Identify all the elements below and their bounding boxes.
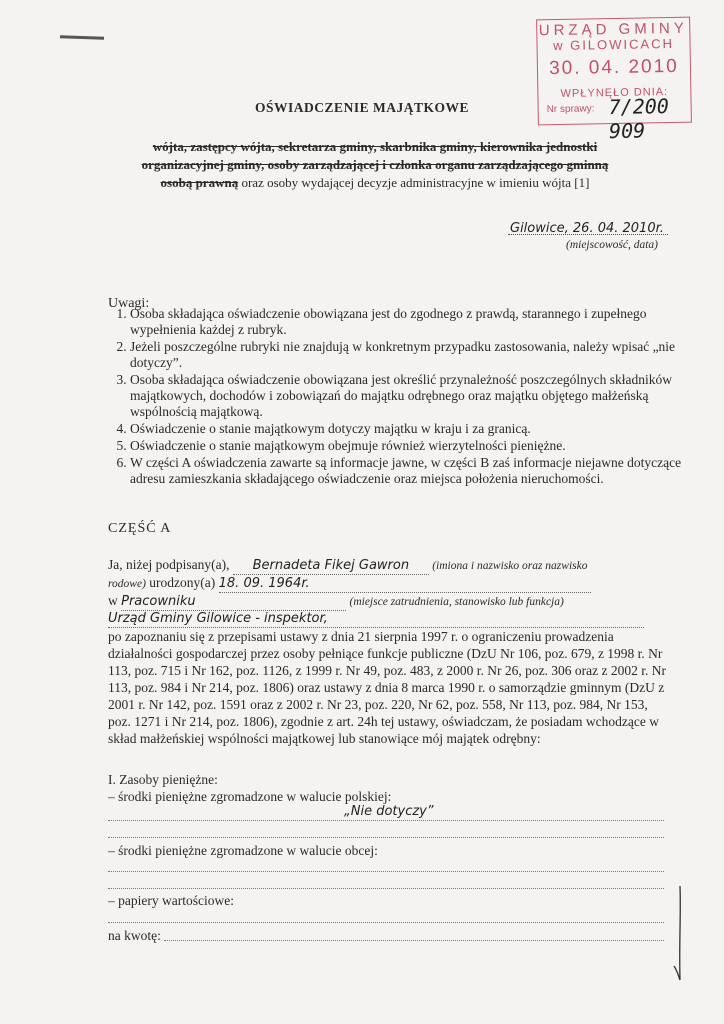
place-date-line <box>508 234 668 235</box>
signer-hint: (imiona i nazwisko oraz nazwisko <box>432 560 588 572</box>
pln-label: – środki pieniężne zgromadzone w walucie polskiej: <box>108 789 392 804</box>
position-line <box>108 609 668 628</box>
note-item: 2. Jeżeli poszczególne rubryki nie znajdują w konkretnym przypadku zastosowania, należy wpisać „nie dotyczy”. <box>130 339 690 371</box>
dotted-line <box>108 888 664 889</box>
signer-prefix: Ja, niżej podpisany(a), <box>108 557 230 572</box>
note-item: 1. Osoba składająca oświadczenie obowiązana jest do zgodnego z prawdą, starannego i zupełnego wypełnienia każdej z rubryk. <box>130 306 690 338</box>
signer-line <box>108 556 668 575</box>
w-label: w <box>108 593 118 608</box>
place-date-label: (miejscowość, data) <box>566 239 658 251</box>
pen-mark <box>60 35 104 40</box>
notes-list <box>108 306 690 488</box>
legal-text: po zapoznaniu się z przepisami ustawy z dnia 21 sierpnia 1997 r. o ograniczeniu prowadzenia działalności gospodarczej przez osoby pełniące funkcje publiczne (DzU Nr 106, poz. 679, z 1998 r. Nr 113, poz. 715 i Nr 162, poz. 1126, z 1999 r. Nr 49, poz. 483, z 2000 r. Nr 26, poz. 306 oraz z 2002 r. Nr 113, poz. 984 i Nr 214, poz. 1806) oraz ustawy z dnia 8 marca 1990 r. o samorządzie gminnym (DzU z 2001 r. Nr 142, poz. 1591 oraz z 2002 r. Nr 23, poz. 220, Nr 62, poz. 558, Nr 113, poz. 984, Nr 153, poz. 1271 i Nr 214, poz. 1806), zgodnie z art. 24h tej ustawy, oświadczam, że posiadam wchodzące w skład małżeńskiej wspólności majątkowej lub stanowiące mój majątek odrębny: <box>108 629 667 746</box>
note-item: 6. W części A oświadczenia zawarte są informacje jawne, w części B zaś informacje niejawne dotyczące adresu zamieszkania składającego oświadczenie oraz miejsca położenia nieruchomości. <box>130 455 690 487</box>
stamp-case-number: 7/200 909 <box>608 94 670 144</box>
place-date-value: Gilowice, 26. 04. 2010r. <box>510 221 664 236</box>
note-item: 3. Osoba składająca oświadczenie obowiązana jest określić przynależność poszczególnych składników majątkowych, dochodów i zobowiązań do majątku odrębnego oraz majątku objętego małżeńską wspólnością majątkową. <box>130 372 690 420</box>
margin-pen-stroke <box>672 884 686 984</box>
foreign-label: – środki pieniężne zgromadzone w walucie obcej: <box>108 843 378 858</box>
workplace-value: Pracowniku <box>121 593 346 611</box>
birth-hint: rodowe) <box>108 578 146 590</box>
stamp-received: WPŁYNĘŁO DNIA: <box>560 86 669 100</box>
resources-heading: I. Zasoby pieniężne: <box>108 772 218 787</box>
scope-text: oraz osoby wydającej decyzje administracyjne w imieniu wójta [1] <box>238 175 590 190</box>
securities-label: – papiery wartościowe: <box>108 893 234 908</box>
document-title: OŚWIADCZENIE MAJĄTKOWE <box>255 100 469 115</box>
birth-label: urodzony(a) <box>149 575 216 590</box>
stamp-case-label: Nr sprawy: <box>546 103 595 116</box>
workplace-hint: (miejsce zatrudnienia, stanowisko lub funkcja) <box>349 596 564 608</box>
note-item: 4. Oświadczenie o stanie majątkowym dotyczy majątku w kraju i za granicą. <box>130 421 690 437</box>
note-item: 5. Oświadczenie o stanie majątkowym obejmuje również wierzytelności pieniężne. <box>130 438 690 454</box>
signer-name: Bernadeta Fikej Gawron <box>233 557 429 575</box>
struck-text-3: osobą prawną <box>160 175 239 190</box>
struck-text-2: organizacyjnej gminy, osoby zarządzającej i członka organu zarządzającego gminną <box>141 157 609 172</box>
amount-label: na kwotę: <box>108 928 161 943</box>
stamp-office: URZĄD GMINY <box>538 19 688 40</box>
pln-value: „Nie dotyczy” <box>344 804 434 819</box>
declarant-scope <box>105 138 645 192</box>
dotted-line <box>108 871 664 872</box>
dotted-line <box>108 922 664 923</box>
notes-heading: Uwagi: <box>108 296 150 311</box>
dotted-line <box>108 837 664 838</box>
section-a-heading: CZĘŚĆ A <box>108 521 172 536</box>
struck-text-1: wójta, zastępcy wójta, sekretarza gminy, skarbnika gminy, kierownika jednostki <box>152 139 598 154</box>
stamp-location: w GILOWICACH <box>553 35 675 54</box>
dotted-line <box>108 820 664 821</box>
birth-date: 18. 09. 1964r. <box>219 575 591 593</box>
dotted-line <box>164 940 664 941</box>
position-value: Urząd Gminy Gilowice - inspektor, <box>108 610 644 628</box>
stamp-date: 30. 04. 2010 <box>548 55 679 80</box>
birth-line <box>108 574 668 593</box>
